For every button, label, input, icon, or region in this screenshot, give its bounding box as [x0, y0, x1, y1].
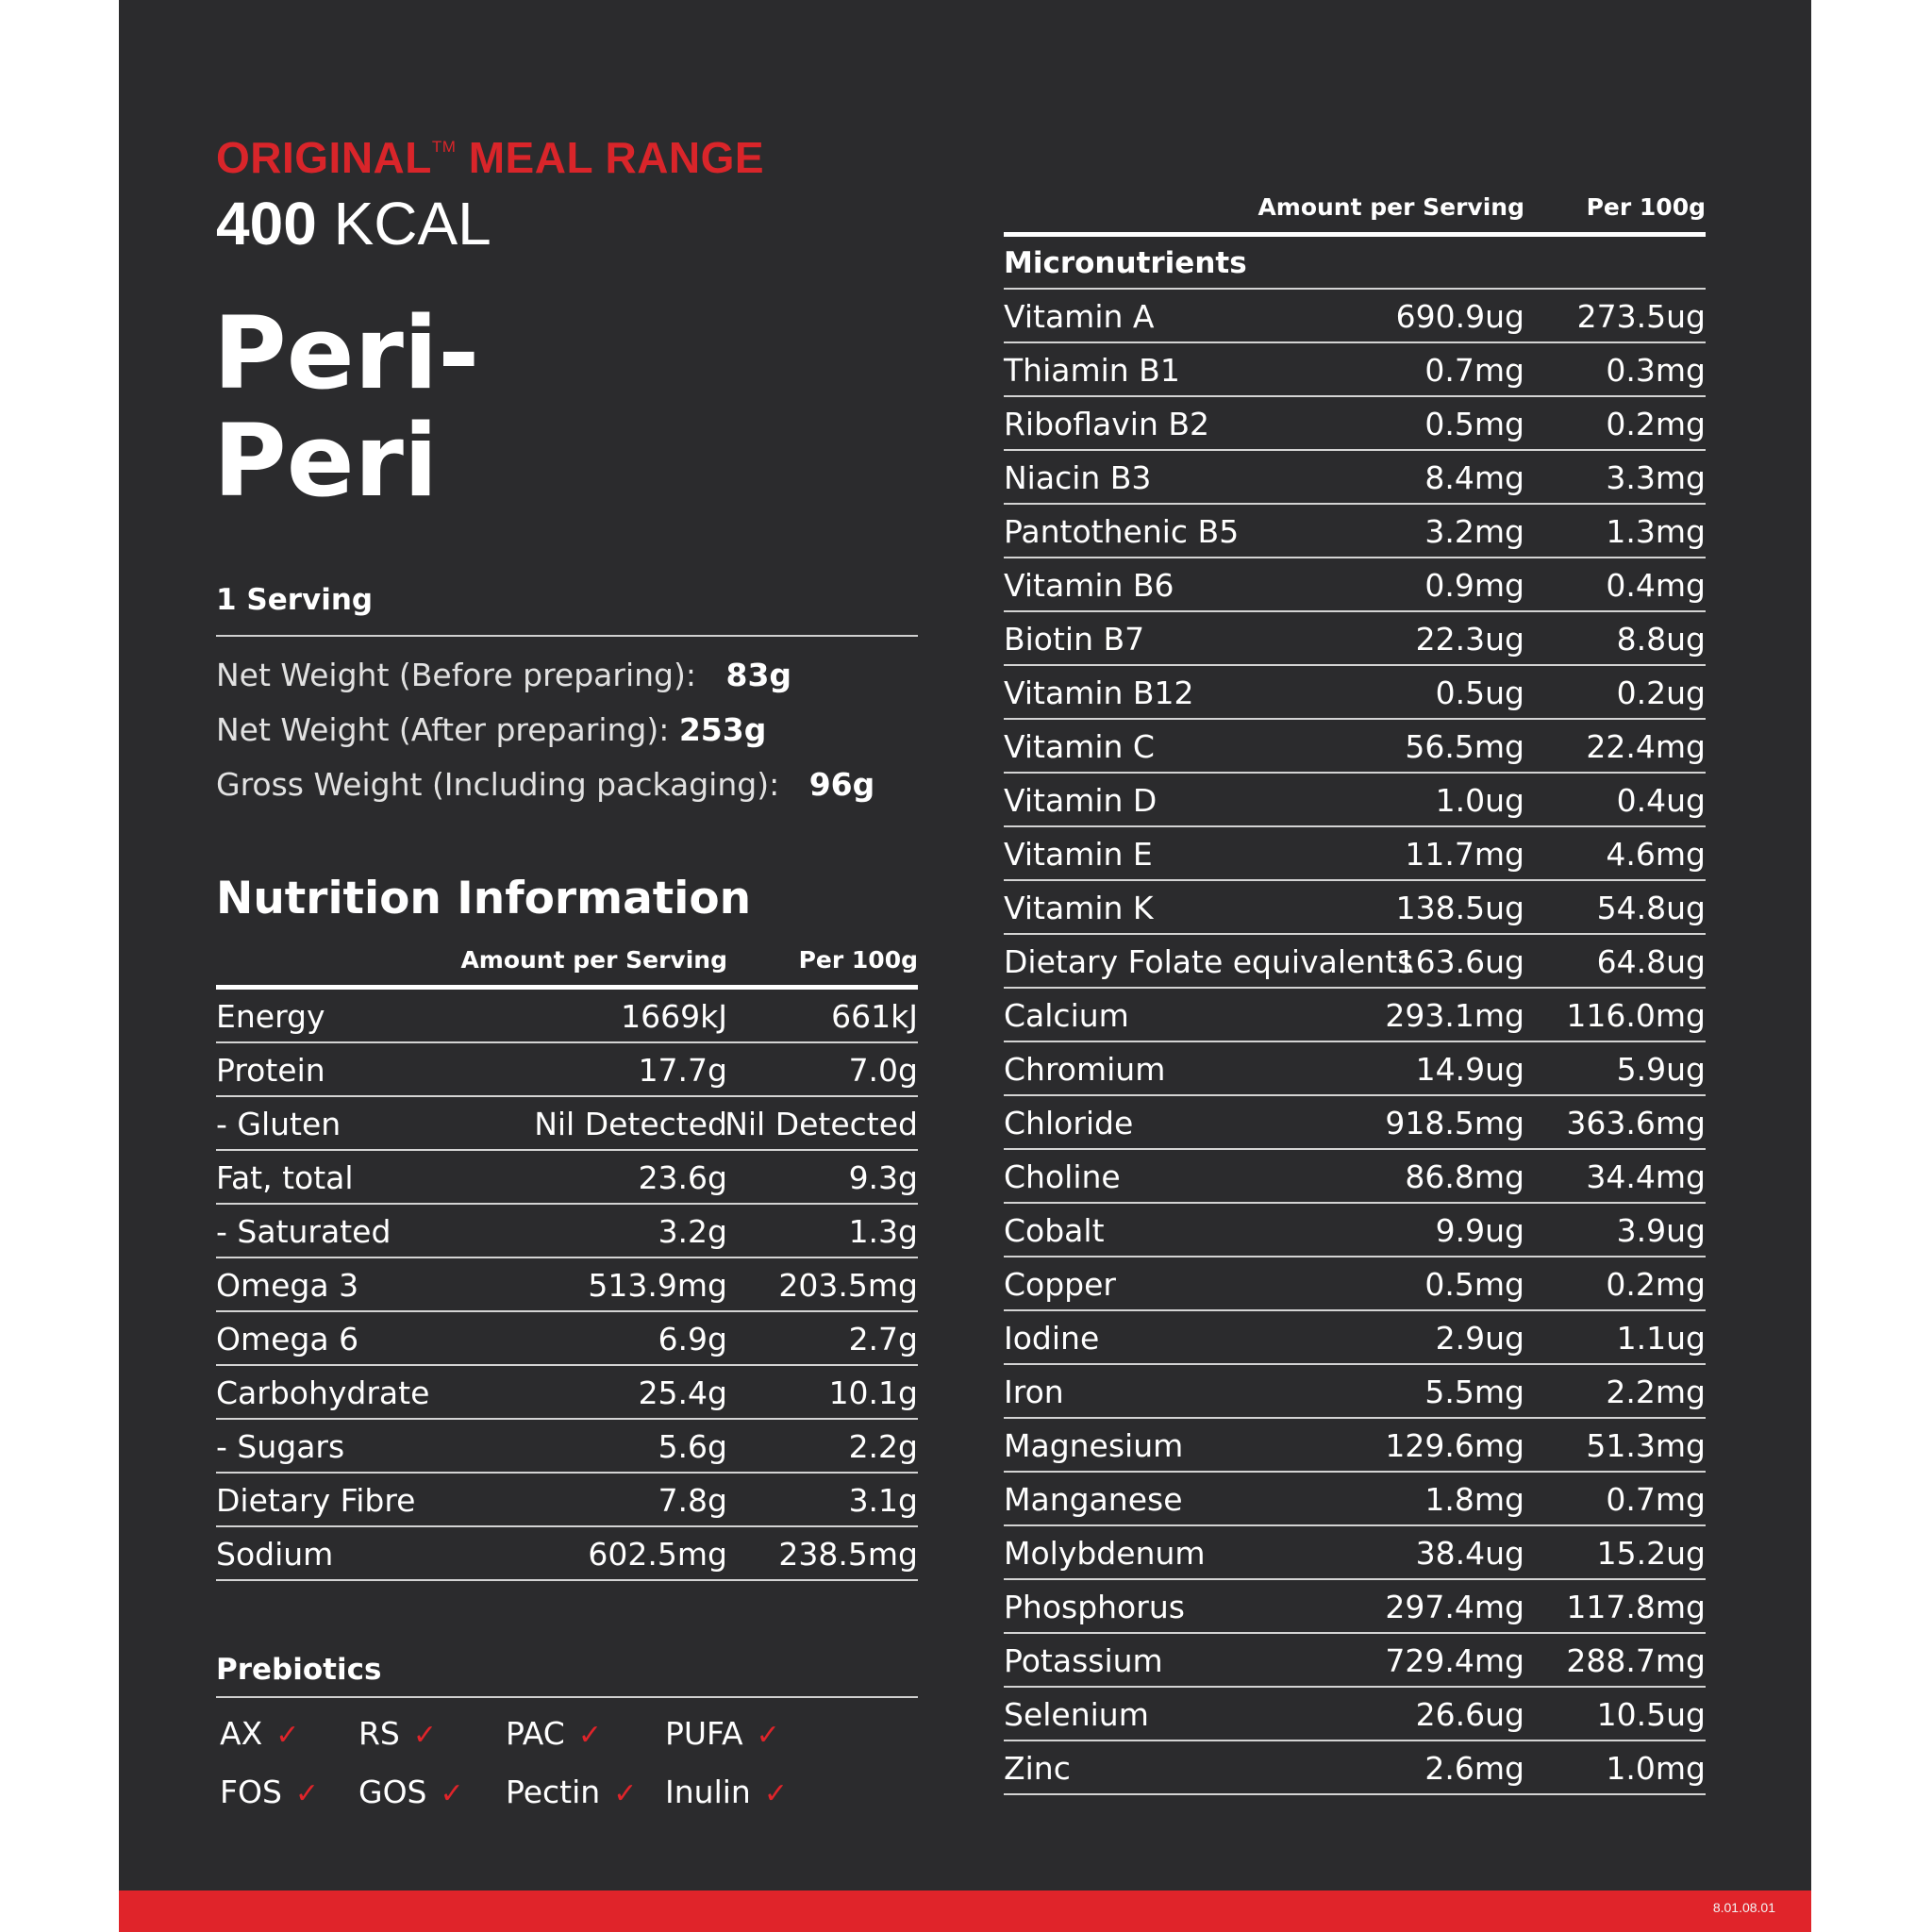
table-row: [1004, 1634, 1706, 1688]
nutrition-table: [216, 947, 918, 1581]
nutrient-name: Magnesium: [1004, 1427, 1184, 1464]
prebiotic-item: [358, 1715, 437, 1752]
nutrient-name: Cobalt: [1004, 1212, 1105, 1249]
table-row: [216, 1258, 918, 1312]
nutrient-name: Sodium: [216, 1536, 334, 1573]
nutrient-name: Vitamin K: [1004, 890, 1154, 926]
amount-per-100g: 0.7mg: [1606, 1481, 1706, 1518]
table-row: [1004, 1526, 1706, 1580]
amount-per-100g: 2.7g: [848, 1321, 918, 1357]
amount-per-100g: 0.4mg: [1606, 567, 1706, 604]
check-icon: ✓: [412, 1719, 438, 1752]
table-header: [216, 947, 918, 985]
table-row: [1004, 881, 1706, 935]
amount-per-serving: 918.5mg: [1385, 1105, 1524, 1141]
nutrient-name: Thiamin B1: [1004, 352, 1180, 389]
amount-per-100g: 7.0g: [848, 1052, 918, 1089]
prebiotic-item: [220, 1715, 299, 1752]
amount-per-serving: 690.9ug: [1395, 298, 1524, 335]
amount-per-100g: 116.0mg: [1566, 997, 1706, 1034]
amount-per-serving: 1.8mg: [1424, 1481, 1524, 1518]
table-row: [1004, 774, 1706, 827]
nutrient-name: Vitamin C: [1004, 728, 1155, 765]
prebiotic-item: [506, 1715, 602, 1752]
amount-per-serving: 7.8g: [658, 1482, 727, 1519]
amount-per-100g: 22.4mg: [1586, 728, 1706, 765]
amount-per-serving: 8.4mg: [1424, 459, 1524, 496]
table-row: [1004, 1580, 1706, 1634]
amount-per-serving: 0.5mg: [1424, 1266, 1524, 1303]
check-icon: ✓: [275, 1719, 300, 1752]
nutrient-name: - Saturated: [216, 1213, 391, 1250]
nutrient-name: Energy: [216, 998, 325, 1035]
table-row: [216, 1527, 918, 1581]
amount-per-serving: 0.5mg: [1424, 406, 1524, 442]
prebiotic-label: FOS: [220, 1774, 282, 1810]
prebiotics-title: Prebiotics: [216, 1653, 382, 1687]
table-row: [1004, 1096, 1706, 1150]
amount-per-100g: 117.8mg: [1566, 1589, 1706, 1625]
amount-per-100g: 0.3mg: [1606, 352, 1706, 389]
table-row: [1004, 989, 1706, 1042]
table-row: [1004, 1688, 1706, 1741]
nutrient-name: Dietary Fibre: [216, 1482, 416, 1519]
table-row: [216, 1205, 918, 1258]
amount-per-100g: 0.4ug: [1616, 782, 1706, 819]
check-icon: ✓: [440, 1777, 464, 1810]
serving-title: 1 Serving: [216, 583, 374, 617]
nutrient-name: Vitamin B6: [1004, 567, 1174, 604]
table-row: [1004, 827, 1706, 881]
kcal-heading: 400 KCAL: [216, 190, 491, 258]
table-row: [1004, 397, 1706, 451]
table-row: [1004, 451, 1706, 505]
prebiotic-label: AX: [220, 1715, 263, 1752]
table-row: [1004, 1365, 1706, 1419]
nutrient-name: Vitamin A: [1004, 298, 1155, 335]
amount-per-serving: 56.5mg: [1405, 728, 1524, 765]
prebiotic-item: [506, 1774, 637, 1810]
nutrition-title: Nutrition Information: [216, 873, 752, 924]
table-row: [216, 1097, 918, 1151]
table-row: [1004, 343, 1706, 397]
amount-per-100g: 5.9ug: [1616, 1051, 1706, 1088]
micronutrients-section-title: Micronutrients: [1004, 237, 1706, 290]
amount-per-serving: 2.9ug: [1435, 1320, 1524, 1357]
prebiotic-item: [665, 1774, 788, 1810]
table-row: [1004, 290, 1706, 343]
amount-per-100g: 9.3g: [848, 1159, 918, 1196]
amount-per-serving: 3.2mg: [1424, 513, 1524, 550]
amount-per-serving: 6.9g: [658, 1321, 727, 1357]
nutrient-name: Chloride: [1004, 1105, 1134, 1141]
nutrient-name: Calcium: [1004, 997, 1129, 1034]
col-per100-header: Per 100g: [1586, 193, 1706, 221]
amount-per-100g: 0.2ug: [1616, 675, 1706, 711]
amount-per-100g: 1.0mg: [1606, 1750, 1706, 1787]
amount-per-100g: 54.8ug: [1596, 890, 1706, 926]
check-icon: ✓: [577, 1719, 602, 1752]
nutrient-name: Iron: [1004, 1374, 1064, 1410]
amount-per-serving: 163.6ug: [1395, 943, 1524, 980]
prebiotic-label: Inulin: [665, 1774, 751, 1810]
nutrient-name: Fat, total: [216, 1159, 354, 1196]
table-row: [1004, 935, 1706, 989]
prebiotic-item: [220, 1774, 319, 1810]
amount-per-serving: 86.8mg: [1405, 1158, 1524, 1195]
nutrient-name: Molybdenum: [1004, 1535, 1206, 1572]
amount-per-serving: 0.9mg: [1424, 567, 1524, 604]
amount-per-100g: 1.1ug: [1616, 1320, 1706, 1357]
prebiotic-item: [358, 1774, 464, 1810]
micronutrients-table: [1004, 194, 1706, 1795]
nutrient-name: Iodine: [1004, 1320, 1100, 1357]
nutrient-name: Manganese: [1004, 1481, 1183, 1518]
table-row: [1004, 1042, 1706, 1096]
amount-per-serving: 2.6mg: [1424, 1750, 1524, 1787]
amount-per-100g: 3.9ug: [1616, 1212, 1706, 1249]
prebiotic-item: [665, 1715, 780, 1752]
table-row: [1004, 666, 1706, 720]
check-icon: ✓: [763, 1777, 788, 1810]
table-row: [1004, 1419, 1706, 1473]
table-row: [1004, 720, 1706, 774]
footer-bar: [119, 1890, 1811, 1932]
check-icon: ✓: [613, 1777, 638, 1810]
col-amount-header: Amount per Serving: [460, 946, 727, 974]
amount-per-serving: 26.6ug: [1415, 1696, 1524, 1733]
amount-per-serving: 22.3ug: [1415, 621, 1524, 658]
nutrient-name: Carbohydrate: [216, 1374, 430, 1411]
divider: [216, 635, 918, 637]
amount-per-serving: 25.4g: [638, 1374, 727, 1411]
nutrient-name: Choline: [1004, 1158, 1121, 1195]
nutrient-name: Omega 3: [216, 1267, 359, 1304]
nutrient-name: Vitamin B12: [1004, 675, 1194, 711]
footer-code: 8.01.08.01: [1712, 1900, 1775, 1915]
nutrient-name: Selenium: [1004, 1696, 1149, 1733]
table-row: [216, 1474, 918, 1527]
col-amount-header: Amount per Serving: [1257, 193, 1524, 221]
amount-per-serving: 5.5mg: [1424, 1374, 1524, 1410]
nutrient-name: - Gluten: [216, 1106, 341, 1142]
table-row: [216, 1366, 918, 1420]
nutrient-name: Protein: [216, 1052, 325, 1089]
nutrient-name: - Sugars: [216, 1428, 345, 1465]
amount-per-100g: 3.3mg: [1606, 459, 1706, 496]
divider: [216, 1696, 918, 1698]
amount-per-100g: 51.3mg: [1586, 1427, 1706, 1464]
amount-per-100g: 363.6mg: [1566, 1105, 1706, 1141]
amount-per-serving: 0.5ug: [1435, 675, 1524, 711]
amount-per-100g: 203.5mg: [778, 1267, 918, 1304]
check-icon: ✓: [756, 1719, 780, 1752]
nutrient-name: Vitamin D: [1004, 782, 1158, 819]
amount-per-100g: 2.2mg: [1606, 1374, 1706, 1410]
table-row: [1004, 1741, 1706, 1795]
table-row: [216, 1312, 918, 1366]
table-row: [1004, 612, 1706, 666]
amount-per-serving: 23.6g: [638, 1159, 727, 1196]
amount-per-serving: Nil Detected: [534, 1106, 727, 1142]
amount-per-serving: 14.9ug: [1415, 1051, 1524, 1088]
nutrient-name: Pantothenic B5: [1004, 513, 1240, 550]
label-panel: [119, 0, 1811, 1932]
flavour-title: Peri- Peri: [213, 295, 480, 519]
amount-per-serving: 0.7mg: [1424, 352, 1524, 389]
amount-per-100g: 64.8ug: [1596, 943, 1706, 980]
amount-per-100g: 273.5ug: [1576, 298, 1706, 335]
prebiotic-label: RS: [358, 1715, 400, 1752]
amount-per-100g: 3.1g: [848, 1482, 918, 1519]
amount-per-100g: 2.2g: [848, 1428, 918, 1465]
prebiotic-label: PAC: [506, 1715, 565, 1752]
table-row: [1004, 1150, 1706, 1204]
amount-per-100g: 15.2ug: [1596, 1535, 1706, 1572]
amount-per-serving: 138.5ug: [1395, 890, 1524, 926]
nutrient-name: Riboflavin B2: [1004, 406, 1209, 442]
amount-per-100g: 288.7mg: [1566, 1642, 1706, 1679]
table-row: [216, 1420, 918, 1474]
table-header: [1004, 194, 1706, 232]
amount-per-serving: 1.0ug: [1435, 782, 1524, 819]
nutrient-name: Biotin B7: [1004, 621, 1145, 658]
amount-per-serving: 293.1mg: [1385, 997, 1524, 1034]
amount-per-serving: 5.6g: [658, 1428, 727, 1465]
nutrient-name: Phosphorus: [1004, 1589, 1185, 1625]
table-row: [216, 1043, 918, 1097]
amount-per-serving: 729.4mg: [1385, 1642, 1524, 1679]
amount-per-serving: 11.7mg: [1405, 836, 1524, 873]
gross-weight: Gross Weight (Including packaging): 96g: [216, 766, 875, 803]
amount-per-100g: 4.6mg: [1606, 836, 1706, 873]
net-weight-after: Net Weight (After preparing): 253g: [216, 711, 767, 748]
amount-per-serving: 602.5mg: [588, 1536, 727, 1573]
table-row: [216, 1151, 918, 1205]
amount-per-serving: 9.9ug: [1435, 1212, 1524, 1249]
nutrient-name: Dietary Folate equivalents: [1004, 943, 1414, 980]
nutrient-name: Copper: [1004, 1266, 1116, 1303]
table-row: [216, 990, 918, 1043]
table-row: [1004, 1311, 1706, 1365]
table-row: [1004, 558, 1706, 612]
amount-per-serving: 17.7g: [638, 1052, 727, 1089]
table-row: [1004, 505, 1706, 558]
amount-per-100g: Nil Detected: [724, 1106, 918, 1142]
amount-per-100g: 238.5mg: [778, 1536, 918, 1573]
amount-per-100g: 0.2mg: [1606, 406, 1706, 442]
table-row: [1004, 1204, 1706, 1257]
amount-per-100g: 10.1g: [828, 1374, 918, 1411]
nutrient-name: Potassium: [1004, 1642, 1163, 1679]
amount-per-serving: 297.4mg: [1385, 1589, 1524, 1625]
nutrient-name: Omega 6: [216, 1321, 359, 1357]
check-icon: ✓: [294, 1777, 320, 1810]
amount-per-100g: 34.4mg: [1586, 1158, 1706, 1195]
nutrient-name: Vitamin E: [1004, 836, 1153, 873]
amount-per-serving: 129.6mg: [1385, 1427, 1524, 1464]
amount-per-serving: 3.2g: [658, 1213, 727, 1250]
prebiotic-label: Pectin: [506, 1774, 601, 1810]
table-row: [1004, 1257, 1706, 1311]
nutrient-name: Niacin B3: [1004, 459, 1152, 496]
amount-per-100g: 10.5ug: [1596, 1696, 1706, 1733]
amount-per-100g: 661kJ: [831, 998, 918, 1035]
amount-per-100g: 1.3mg: [1606, 513, 1706, 550]
amount-per-serving: 1669kJ: [621, 998, 727, 1035]
col-per100-header: Per 100g: [798, 946, 918, 974]
prebiotic-label: GOS: [358, 1774, 427, 1810]
nutrient-name: Zinc: [1004, 1750, 1071, 1787]
net-weight-before: Net Weight (Before preparing): 83g: [216, 657, 792, 693]
amount-per-serving: 38.4ug: [1415, 1535, 1524, 1572]
prebiotic-label: PUFA: [665, 1715, 743, 1752]
amount-per-100g: 1.3g: [848, 1213, 918, 1250]
amount-per-100g: 8.8ug: [1616, 621, 1706, 658]
nutrient-name: Chromium: [1004, 1051, 1166, 1088]
amount-per-serving: 513.9mg: [588, 1267, 727, 1304]
amount-per-100g: 0.2mg: [1606, 1266, 1706, 1303]
brand-title: ORIGINAL™ MEAL RANGE: [216, 133, 765, 182]
table-row: [1004, 1473, 1706, 1526]
